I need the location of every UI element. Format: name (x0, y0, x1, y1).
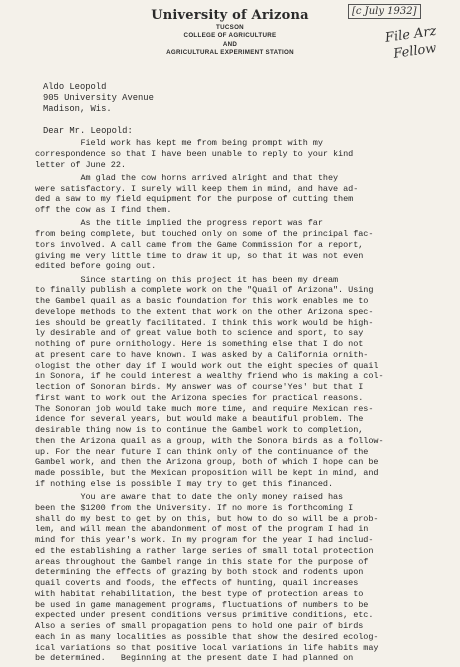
text-line: quail coverts and foods, the effects of hunting, quail increases (35, 578, 359, 588)
text-line: Since starting on this project it has been my dream (35, 274, 339, 285)
letter-paragraph (35, 218, 447, 272)
text-line: were satisfactory. I surely will keep them in mind, and have ad- (35, 183, 359, 194)
text-line: the Gambel quail as a basic foundation for this work enables me to (35, 296, 369, 306)
text-line: from being complete, but touched only on some of the principal fac- (35, 229, 374, 239)
text-line: areas throughout the Gambel range in this state for the purpose of (35, 556, 369, 567)
text-line: idence for several years, but would make a beautiful problem. The (35, 414, 364, 425)
text-line: ies should be greatly facilitated. I think this work would be high- (35, 317, 374, 328)
recipient-address (43, 82, 154, 116)
handwritten-date-note: [c July 1932] (348, 4, 421, 19)
recipient-street: 905 University Avenue (43, 93, 154, 104)
text-line: if nothing else is possible I may try to get this financed. (35, 478, 333, 489)
text-line: be used in game management programs, fluctuations of numbers to be (35, 599, 369, 610)
letter-body (35, 138, 447, 667)
text-line: nothing of pure ornithology. Here is something else that I do not (35, 339, 364, 349)
text-line: ded a saw to my field equipment for the purpose of cutting them (35, 194, 354, 205)
text-line: determining the effects of grazing by both stock and rodents upon (35, 567, 364, 578)
text-line: mind for this year's work. In my program for the year I had includ- (35, 535, 374, 545)
text-line: develope methods to the extent that work on the other Arizona spec- (35, 306, 374, 317)
text-line: Also a series of small propagation pens to hold one pair of birds (35, 621, 364, 631)
text-line: ly desirable and of great value both to science and sport, to say (35, 328, 364, 339)
letterhead-college: COLLEGE OF AGRICULTURE (183, 32, 277, 40)
text-line: be determined. Beginning at the present date I had planned on (35, 653, 354, 664)
text-line: in Sonora, if he could interest a wealthy friend who is making a col- (35, 371, 384, 382)
text-line: expected under present conditions versus primitive conditions, etc. (35, 610, 374, 621)
letterhead-and: AND (222, 40, 238, 48)
text-line: first want to work out the Arizona species for practical reasons. (35, 392, 364, 403)
text-line: to finally publish a complete work on the "Quail of Arizona". Using (35, 285, 374, 296)
institution-name: University of Arizona (151, 8, 309, 23)
text-line: You are aware that to date the only money raised has (35, 492, 344, 502)
letter-paragraph (35, 138, 447, 170)
text-line: shall do my best to get by on this, but how to do so will be a prob- (35, 513, 379, 524)
file-note-line-1: File Arz (384, 23, 438, 46)
text-line: Field work has kept me from being prompt with my (35, 138, 323, 148)
text-line: desirable thing now is to continue the Gambel work to completion, (35, 425, 364, 435)
text-line: off the cow as I find them. (35, 205, 172, 215)
file-note-line-2: Fellow (392, 40, 438, 62)
salutation: Dear Mr. Leopold: (43, 126, 133, 136)
text-line: each in as many localities as possible that show the desired ecolog- (35, 631, 379, 642)
recipient-name: Aldo Leopold (43, 82, 107, 92)
text-line: Gambel work, and then the Arizona group, both of which I hope can be (35, 457, 379, 468)
text-line: lection of Sonoran birds. My answer was of course'Yes' but that I (35, 382, 364, 392)
text-line: giving me very little time to draw it up, so that it was not even (35, 250, 364, 261)
text-line: lem, and will mean the abandonment of most of the program I had in (35, 524, 369, 535)
text-line: been the $1200 from the University. If no more is forthcoming I (35, 502, 354, 513)
text-line: ical variations so that positive local variations in life habits may (35, 642, 379, 653)
recipient-city: Madison, Wis. (43, 104, 112, 115)
text-line: ologist the other day if I would work out the eight species of quail (35, 360, 379, 371)
letter-paragraph (35, 173, 447, 216)
text-line: As the title implied the progress report was far (35, 218, 323, 229)
text-line: with habitat rehabilitation, the best type of protection areas to (35, 588, 364, 599)
letterhead-city: TUCSON (216, 24, 244, 31)
letterhead (0, 8, 460, 58)
text-line: correspondence so that I have been unable to reply to your kind (35, 148, 354, 159)
text-line: ed the establishing a rather large series of small total protection (35, 545, 374, 556)
letterhead-station: AGRICULTURAL EXPERIMENT STATION (166, 49, 294, 57)
letter-paragraph (35, 275, 447, 490)
text-line: The Sonoran job would take much more time, and require Mexican res- (35, 403, 374, 414)
letter-paragraph (35, 492, 447, 664)
text-line: then the Arizona quail as a group, with the Sonora birds as a follow- (35, 435, 384, 446)
text-line: at present care to have known. I was asked by a California ornith- (35, 349, 369, 360)
text-line: letter of June 22. (35, 159, 126, 170)
text-line: Am glad the cow horns arrived alright and that they (35, 172, 339, 183)
text-line: tors involved. A call came from the Game Commission for a report, (35, 239, 364, 250)
text-line: edited before going out. (35, 261, 157, 272)
text-line: up. For the near future I can think only of the continuance of the (35, 446, 369, 457)
text-line: made possible, but the Mexican proposition will be kept in mind, and (35, 468, 379, 478)
